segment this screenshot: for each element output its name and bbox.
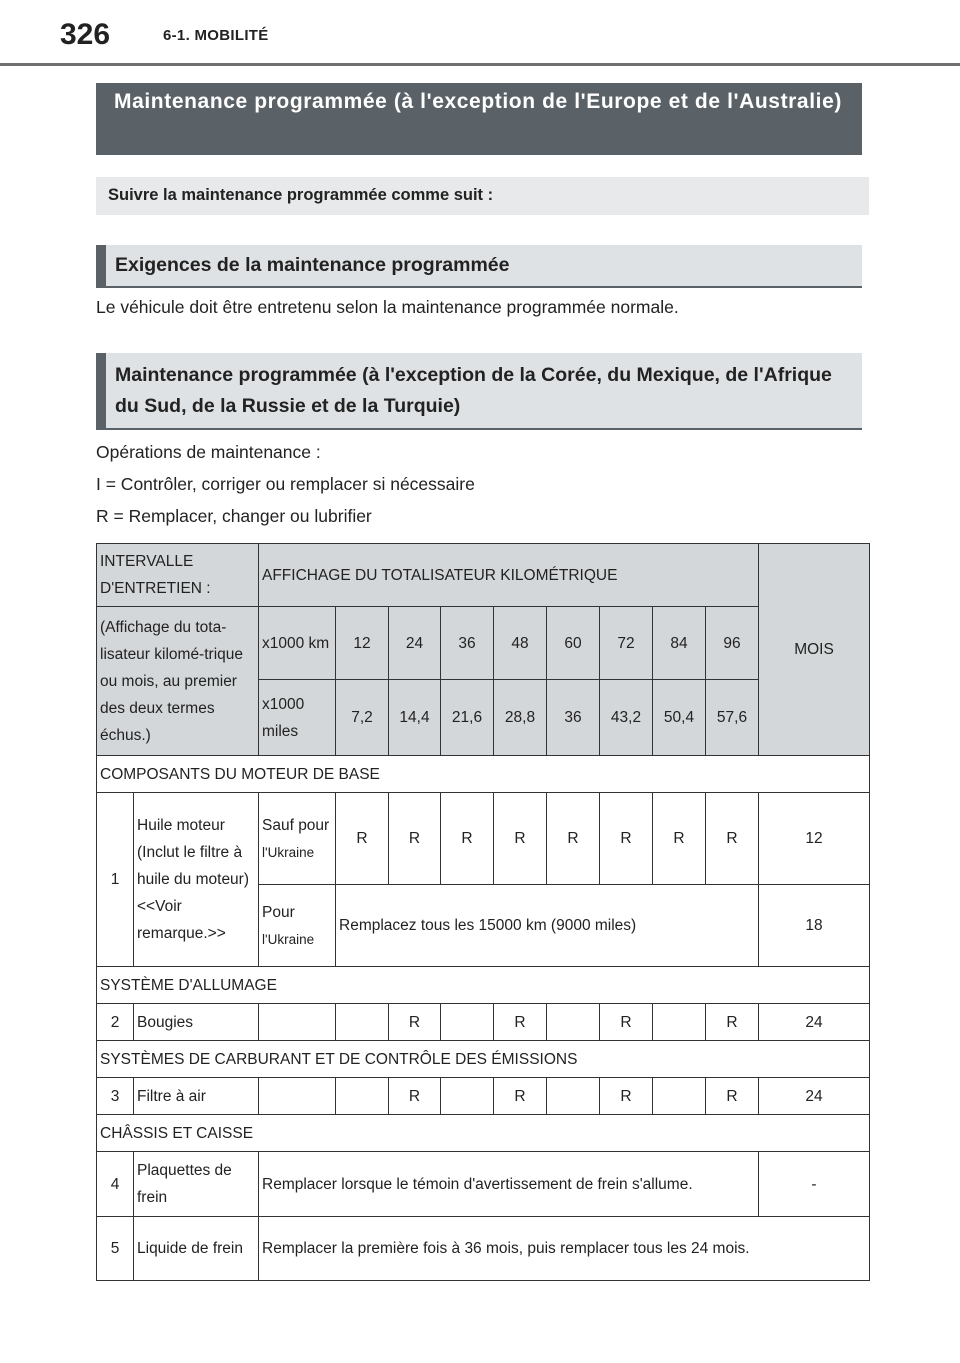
brake-fluid-text: Remplacer la première fois à 36 mois, puis remplacer tous les 24 mois.: [259, 1217, 870, 1281]
intro-line-2: I = Contrôler, corriger ou remplacer si nécessaire: [96, 474, 475, 494]
heading-requirements: Exigences de la maintenance programmée: [96, 245, 862, 288]
air-filter-cell: R: [494, 1078, 547, 1115]
months-cell: -: [759, 1152, 870, 1217]
variant-except-ukraine: [259, 793, 336, 885]
item-brake-pads: Plaquettes de frein: [134, 1152, 259, 1217]
variant-label: Sauf pour: [262, 816, 330, 834]
km-value: 12: [336, 607, 389, 680]
item-spark-plugs: Bougies: [134, 1004, 259, 1041]
row-number: 5: [97, 1217, 134, 1281]
item-air-filter: Filtre à air: [134, 1078, 259, 1115]
miles-value: 28,8: [494, 680, 547, 756]
oil-cell: R: [389, 793, 441, 885]
page-title-box: Maintenance programmée (à l'exception de l'Europe et de l'Australie): [96, 83, 862, 155]
plugs-cell: [653, 1004, 706, 1041]
page-header: [0, 0, 960, 68]
variant-country: l'Ukraine: [262, 844, 315, 860]
air-filter-cell: [547, 1078, 600, 1115]
miles-value: 43,2: [600, 680, 653, 756]
heading-regions: Maintenance programmée (à l'exception de la Corée, du Mexique, de l'Afrique du Sud, de la Russie et de la Turquie): [96, 353, 862, 430]
plugs-cell: R: [600, 1004, 653, 1041]
paragraph-requirements: Le véhicule doit être entretenu selon la maintenance programmée normale.: [96, 297, 679, 317]
interval-note: (Affichage du tota-lisateur kilomé-trique ou mois, au premier des deux termes échus.): [97, 607, 259, 756]
air-filter-cell: [653, 1078, 706, 1115]
air-filter-cell: [336, 1078, 389, 1115]
oil-cell: R: [653, 793, 706, 885]
brake-pads-text: Remplacer lorsque le témoin d'avertissement de frein s'allume.: [259, 1152, 759, 1217]
months-cell: 24: [759, 1078, 870, 1115]
page-number: 326: [60, 18, 111, 51]
air-filter-cell: R: [600, 1078, 653, 1115]
section-label: 6-1. MOBILITÉ: [163, 27, 269, 44]
plugs-cell: R: [389, 1004, 441, 1041]
miles-value: 57,6: [706, 680, 759, 756]
empty-cell: [259, 1004, 336, 1041]
section-ignition: SYSTÈME D'ALLUMAGE: [97, 967, 870, 1004]
odometer-label: AFFICHAGE DU TOTALISATEUR KILOMÉTRIQUE: [259, 544, 759, 607]
air-filter-cell: R: [389, 1078, 441, 1115]
months-cell: 24: [759, 1004, 870, 1041]
plugs-cell: [547, 1004, 600, 1041]
air-filter-cell: [441, 1078, 494, 1115]
plugs-cell: R: [494, 1004, 547, 1041]
oil-cell: R: [600, 793, 653, 885]
interval-label: INTERVALLE D'ENTRETIEN :: [97, 544, 259, 607]
variant-country: l'Ukraine: [262, 931, 315, 947]
row-number: 4: [97, 1152, 134, 1217]
miles-value: 50,4: [653, 680, 706, 756]
miles-unit: x1000 miles: [259, 680, 336, 756]
variant-ukraine: [259, 885, 336, 967]
plugs-cell: R: [706, 1004, 759, 1041]
intro-line-3: R = Remplacer, changer ou lubrifier: [96, 506, 372, 526]
km-value: 72: [600, 607, 653, 680]
row-number: 3: [97, 1078, 134, 1115]
oil-cell: R: [547, 793, 600, 885]
plugs-cell: [441, 1004, 494, 1041]
maintenance-table: [96, 543, 870, 1281]
km-value: 84: [653, 607, 706, 680]
km-value: 36: [441, 607, 494, 680]
row-number: 1: [97, 793, 134, 967]
intro-line-1: Opérations de maintenance :: [96, 442, 321, 462]
oil-cell: R: [441, 793, 494, 885]
subtitle-box: Suivre la maintenance programmée comme suit :: [96, 177, 869, 215]
oil-cell: R: [494, 793, 547, 885]
item-brake-fluid: Liquide de frein: [134, 1217, 259, 1281]
row-number: 2: [97, 1004, 134, 1041]
oil-cell: R: [706, 793, 759, 885]
section-engine: COMPOSANTS DU MOTEUR DE BASE: [97, 756, 870, 793]
months-label: MOIS: [759, 544, 870, 756]
oil-ukraine-text: Remplacez tous les 15000 km (9000 miles): [336, 885, 759, 967]
km-unit: x1000 km: [259, 607, 336, 680]
miles-value: 21,6: [441, 680, 494, 756]
item-engine-oil: Huile moteur (Inclut le filtre à huile du moteur) <<Voir remarque.>>: [134, 793, 259, 967]
km-value: 60: [547, 607, 600, 680]
miles-value: 7,2: [336, 680, 389, 756]
km-value: 24: [389, 607, 441, 680]
section-chassis: CHÂSSIS ET CAISSE: [97, 1115, 870, 1152]
plugs-cell: [336, 1004, 389, 1041]
months-cell: 18: [759, 885, 870, 967]
header-divider: [0, 63, 960, 66]
months-cell: 12: [759, 793, 870, 885]
section-fuel: SYSTÈMES DE CARBURANT ET DE CONTRÔLE DES ÉMISSIONS: [97, 1041, 870, 1078]
oil-cell: R: [336, 793, 389, 885]
empty-cell: [259, 1078, 336, 1115]
air-filter-cell: R: [706, 1078, 759, 1115]
km-value: 48: [494, 607, 547, 680]
miles-value: 14,4: [389, 680, 441, 756]
miles-value: 36: [547, 680, 600, 756]
variant-label: Pour: [262, 903, 295, 921]
km-value: 96: [706, 607, 759, 680]
